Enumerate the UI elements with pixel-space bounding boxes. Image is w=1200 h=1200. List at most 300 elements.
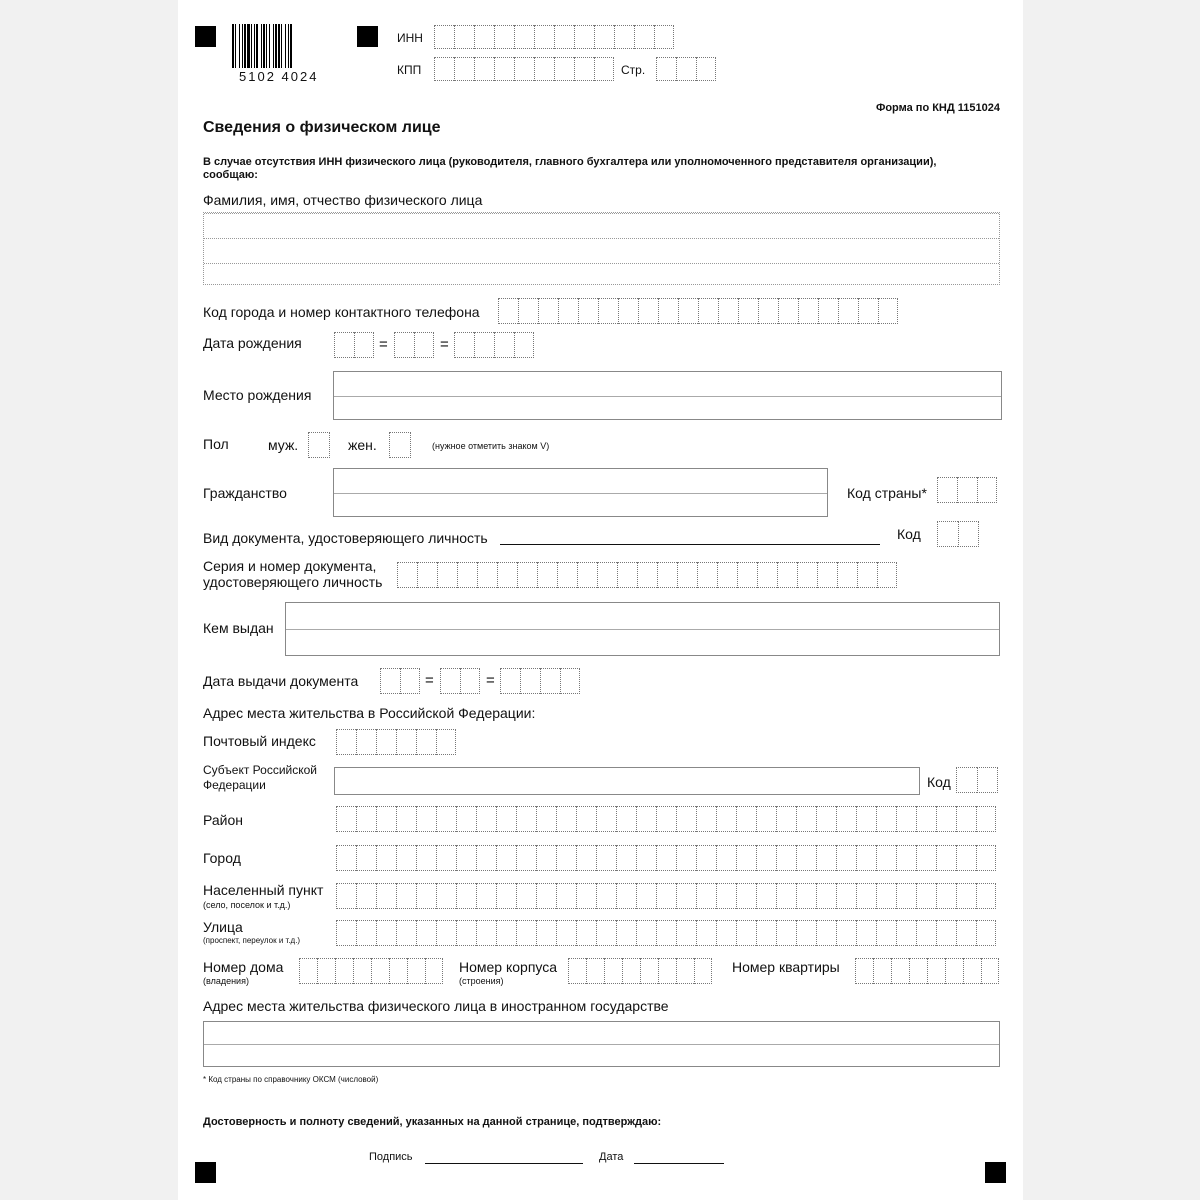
page-label: Стр. xyxy=(621,63,646,77)
char-cell[interactable] xyxy=(956,883,976,909)
char-cell[interactable] xyxy=(896,920,916,946)
char-cell[interactable] xyxy=(496,806,516,832)
char-cell[interactable] xyxy=(916,920,936,946)
char-cell[interactable] xyxy=(356,806,376,832)
char-cell[interactable] xyxy=(317,958,335,984)
char-cell[interactable] xyxy=(336,729,356,755)
char-cell[interactable] xyxy=(476,883,496,909)
foreign-address-field[interactable] xyxy=(203,1021,1000,1067)
page-title: Сведения о физическом лице xyxy=(203,119,441,136)
char-cell[interactable] xyxy=(798,298,818,324)
char-cell[interactable] xyxy=(777,562,797,588)
char-cell[interactable] xyxy=(536,883,556,909)
char-cell[interactable] xyxy=(778,298,798,324)
char-cell[interactable] xyxy=(656,845,676,871)
char-cell[interactable] xyxy=(757,562,777,588)
signature-field[interactable] xyxy=(425,1148,583,1164)
house-cells[interactable] xyxy=(299,958,443,984)
id-doc-code-cells[interactable] xyxy=(937,521,979,547)
char-cell[interactable] xyxy=(596,845,616,871)
char-cell[interactable] xyxy=(574,25,594,49)
char-cell[interactable] xyxy=(568,958,586,984)
char-cell[interactable] xyxy=(896,845,916,871)
char-cell[interactable] xyxy=(736,920,756,946)
char-cell[interactable] xyxy=(696,845,716,871)
issued-by-field[interactable] xyxy=(285,602,1000,656)
char-cell[interactable] xyxy=(456,806,476,832)
char-cell[interactable] xyxy=(776,920,796,946)
char-cell[interactable] xyxy=(658,298,678,324)
char-cell[interactable] xyxy=(514,57,534,81)
char-cell[interactable] xyxy=(476,806,496,832)
char-cell[interactable] xyxy=(936,883,956,909)
char-cell[interactable] xyxy=(694,958,712,984)
char-cell[interactable] xyxy=(818,298,838,324)
char-cell[interactable] xyxy=(436,920,456,946)
char-cell[interactable] xyxy=(436,729,456,755)
char-cell[interactable] xyxy=(334,332,354,358)
char-cell[interactable] xyxy=(676,806,696,832)
char-cell[interactable] xyxy=(336,845,356,871)
char-cell[interactable] xyxy=(856,883,876,909)
char-cell[interactable] xyxy=(416,883,436,909)
char-cell[interactable] xyxy=(354,332,374,358)
char-cell[interactable] xyxy=(737,562,757,588)
char-cell[interactable] xyxy=(856,806,876,832)
char-cell[interactable] xyxy=(716,845,736,871)
char-cell[interactable] xyxy=(855,958,873,984)
char-cell[interactable] xyxy=(876,845,896,871)
char-cell[interactable] xyxy=(676,920,696,946)
char-cell[interactable] xyxy=(554,57,574,81)
char-cell[interactable] xyxy=(540,668,560,694)
char-cell[interactable] xyxy=(896,883,916,909)
char-cell[interactable] xyxy=(658,958,676,984)
char-cell[interactable] xyxy=(554,25,574,49)
char-cell[interactable] xyxy=(517,562,537,588)
char-cell[interactable] xyxy=(622,958,640,984)
char-cell[interactable] xyxy=(454,57,474,81)
char-cell[interactable] xyxy=(945,958,963,984)
date-separator: = xyxy=(486,672,495,689)
char-cell[interactable] xyxy=(937,521,958,547)
char-cell[interactable] xyxy=(876,806,896,832)
char-cell[interactable] xyxy=(336,920,356,946)
char-cell[interactable] xyxy=(594,25,614,49)
char-cell[interactable] xyxy=(956,920,976,946)
char-cell[interactable] xyxy=(396,729,416,755)
char-cell[interactable] xyxy=(976,883,996,909)
char-cell[interactable] xyxy=(407,958,425,984)
char-cell[interactable] xyxy=(434,57,454,81)
char-cell[interactable] xyxy=(896,806,916,832)
char-cell[interactable] xyxy=(400,668,420,694)
char-cell[interactable] xyxy=(389,958,407,984)
char-cell[interactable] xyxy=(596,806,616,832)
char-cell[interactable] xyxy=(816,883,836,909)
char-cell[interactable] xyxy=(416,845,436,871)
char-cell[interactable] xyxy=(356,729,376,755)
char-cell[interactable] xyxy=(618,298,638,324)
char-cell[interactable] xyxy=(497,562,517,588)
char-cell[interactable] xyxy=(440,668,460,694)
char-cell[interactable] xyxy=(520,668,540,694)
issue-month-cells[interactable] xyxy=(440,668,480,694)
char-cell[interactable] xyxy=(676,845,696,871)
char-cell[interactable] xyxy=(578,298,598,324)
char-cell[interactable] xyxy=(356,920,376,946)
char-cell[interactable] xyxy=(640,958,658,984)
char-cell[interactable] xyxy=(476,845,496,871)
char-cell[interactable] xyxy=(516,845,536,871)
char-cell[interactable] xyxy=(604,958,622,984)
birth-month-cells[interactable] xyxy=(394,332,434,358)
citizenship-field[interactable] xyxy=(333,468,828,517)
char-cell[interactable] xyxy=(576,883,596,909)
char-cell[interactable] xyxy=(494,332,514,358)
char-cell[interactable] xyxy=(956,767,977,793)
char-cell[interactable] xyxy=(434,25,454,49)
char-cell[interactable] xyxy=(927,958,945,984)
char-cell[interactable] xyxy=(677,562,697,588)
char-cell[interactable] xyxy=(836,845,856,871)
char-cell[interactable] xyxy=(678,298,698,324)
postal-code-label: Почтовый индекс xyxy=(203,733,316,749)
char-cell[interactable] xyxy=(776,845,796,871)
char-cell[interactable] xyxy=(698,298,718,324)
char-cell[interactable] xyxy=(586,958,604,984)
char-cell[interactable] xyxy=(376,729,396,755)
char-cell[interactable] xyxy=(594,57,614,81)
char-cell[interactable] xyxy=(397,562,417,588)
date-field[interactable] xyxy=(634,1148,724,1164)
char-cell[interactable] xyxy=(436,806,456,832)
char-cell[interactable] xyxy=(336,806,356,832)
char-cell[interactable] xyxy=(676,57,696,81)
char-cell[interactable] xyxy=(936,845,956,871)
char-cell[interactable] xyxy=(416,806,436,832)
char-cell[interactable] xyxy=(596,920,616,946)
female-checkbox[interactable] xyxy=(389,432,411,458)
char-cell[interactable] xyxy=(816,845,836,871)
char-cell[interactable] xyxy=(976,806,996,832)
char-cell[interactable] xyxy=(634,25,654,49)
char-cell[interactable] xyxy=(736,883,756,909)
char-cell[interactable] xyxy=(556,883,576,909)
char-cell[interactable] xyxy=(796,883,816,909)
char-cell[interactable] xyxy=(557,562,577,588)
char-cell[interactable] xyxy=(857,562,877,588)
char-cell[interactable] xyxy=(536,806,556,832)
char-cell[interactable] xyxy=(697,562,717,588)
char-cell[interactable] xyxy=(538,298,558,324)
char-cell[interactable] xyxy=(676,958,694,984)
char-cell[interactable] xyxy=(396,920,416,946)
id-doc-number-label xyxy=(203,558,382,590)
char-cell[interactable] xyxy=(474,332,494,358)
char-cell[interactable] xyxy=(716,920,736,946)
birth-day-cells[interactable] xyxy=(334,332,374,358)
char-cell[interactable] xyxy=(877,562,897,588)
char-cell[interactable] xyxy=(958,521,979,547)
birth-place-field[interactable] xyxy=(333,371,1002,420)
char-cell[interactable] xyxy=(389,432,411,458)
postal-code-cells[interactable] xyxy=(336,729,456,755)
foreign-address-heading: Адрес места жительства физического лица в иностранном государстве xyxy=(203,998,669,1014)
char-cell[interactable] xyxy=(576,845,596,871)
subject-code-cells[interactable] xyxy=(956,767,998,793)
char-cell[interactable] xyxy=(516,920,536,946)
char-cell[interactable] xyxy=(556,845,576,871)
char-cell[interactable] xyxy=(836,920,856,946)
char-cell[interactable] xyxy=(614,25,634,49)
full-name-field[interactable] xyxy=(203,212,1000,285)
char-cell[interactable] xyxy=(494,57,514,81)
city-cells[interactable] xyxy=(336,845,996,871)
char-cell[interactable] xyxy=(657,562,677,588)
char-cell[interactable] xyxy=(576,920,596,946)
char-cell[interactable] xyxy=(514,25,534,49)
char-cell[interactable] xyxy=(534,25,554,49)
char-cell[interactable] xyxy=(876,883,896,909)
char-cell[interactable] xyxy=(656,57,676,81)
kpp-cells[interactable] xyxy=(434,57,614,81)
char-cell[interactable] xyxy=(656,920,676,946)
intro-text: В случае отсутствия ИНН физического лица (руководителя, главного бухгалтера или уполномоченного представителя организации), сообщаю: xyxy=(203,156,937,181)
char-cell[interactable] xyxy=(654,25,674,49)
char-cell[interactable] xyxy=(696,806,716,832)
char-cell[interactable] xyxy=(637,562,657,588)
char-cell[interactable] xyxy=(336,883,356,909)
char-cell[interactable] xyxy=(560,668,580,694)
char-cell[interactable] xyxy=(308,432,330,458)
char-cell[interactable] xyxy=(380,668,400,694)
char-cell[interactable] xyxy=(817,562,837,588)
char-cell[interactable] xyxy=(937,477,957,503)
char-cell[interactable] xyxy=(534,57,554,81)
char-cell[interactable] xyxy=(376,845,396,871)
char-cell[interactable] xyxy=(454,332,474,358)
char-cell[interactable] xyxy=(696,57,716,81)
issue-date-label: Дата выдачи документа xyxy=(203,673,359,689)
char-cell[interactable] xyxy=(416,729,436,755)
char-cell[interactable] xyxy=(598,298,618,324)
char-cell[interactable] xyxy=(891,958,909,984)
char-cell[interactable] xyxy=(856,920,876,946)
char-cell[interactable] xyxy=(796,806,816,832)
char-cell[interactable] xyxy=(796,920,816,946)
char-cell[interactable] xyxy=(476,920,496,946)
char-cell[interactable] xyxy=(718,298,738,324)
char-cell[interactable] xyxy=(574,57,594,81)
char-cell[interactable] xyxy=(858,298,878,324)
char-cell[interactable] xyxy=(756,845,776,871)
char-cell[interactable] xyxy=(558,298,578,324)
apartment-label: Номер квартиры xyxy=(732,959,840,975)
char-cell[interactable] xyxy=(717,562,737,588)
district-label: Район xyxy=(203,812,243,828)
char-cell[interactable] xyxy=(616,920,636,946)
char-cell[interactable] xyxy=(516,806,536,832)
char-cell[interactable] xyxy=(537,562,557,588)
char-cell[interactable] xyxy=(836,806,856,832)
char-cell[interactable] xyxy=(496,883,516,909)
char-cell[interactable] xyxy=(396,845,416,871)
char-cell[interactable] xyxy=(636,806,656,832)
char-cell[interactable] xyxy=(356,845,376,871)
char-cell[interactable] xyxy=(636,920,656,946)
char-cell[interactable] xyxy=(916,845,936,871)
char-cell[interactable] xyxy=(556,806,576,832)
char-cell[interactable] xyxy=(981,958,999,984)
char-cell[interactable] xyxy=(837,562,857,588)
street-cells[interactable] xyxy=(336,920,996,946)
char-cell[interactable] xyxy=(456,920,476,946)
char-cell[interactable] xyxy=(758,298,778,324)
char-cell[interactable] xyxy=(396,883,416,909)
char-cell[interactable] xyxy=(454,25,474,49)
char-cell[interactable] xyxy=(514,332,534,358)
char-cell[interactable] xyxy=(736,806,756,832)
char-cell[interactable] xyxy=(536,845,556,871)
inn-cells[interactable] xyxy=(434,25,674,49)
char-cell[interactable] xyxy=(335,958,353,984)
country-code-cells[interactable] xyxy=(937,477,997,503)
char-cell[interactable] xyxy=(816,920,836,946)
char-cell[interactable] xyxy=(437,562,457,588)
char-cell[interactable] xyxy=(656,806,676,832)
char-cell[interactable] xyxy=(776,883,796,909)
char-cell[interactable] xyxy=(414,332,434,358)
char-cell[interactable] xyxy=(556,920,576,946)
char-cell[interactable] xyxy=(838,298,858,324)
char-cell[interactable] xyxy=(909,958,927,984)
char-cell[interactable] xyxy=(353,958,371,984)
char-cell[interactable] xyxy=(977,477,997,503)
char-cell[interactable] xyxy=(416,920,436,946)
char-cell[interactable] xyxy=(496,920,516,946)
char-cell[interactable] xyxy=(436,845,456,871)
char-cell[interactable] xyxy=(736,845,756,871)
char-cell[interactable] xyxy=(456,883,476,909)
char-cell[interactable] xyxy=(976,845,996,871)
char-cell[interactable] xyxy=(460,668,480,694)
char-cell[interactable] xyxy=(636,845,656,871)
char-cell[interactable] xyxy=(976,920,996,946)
char-cell[interactable] xyxy=(474,57,494,81)
char-cell[interactable] xyxy=(856,845,876,871)
char-cell[interactable] xyxy=(417,562,437,588)
country-code-label: Код страны* xyxy=(847,485,927,501)
char-cell[interactable] xyxy=(836,883,856,909)
char-cell[interactable] xyxy=(797,562,817,588)
char-cell[interactable] xyxy=(676,883,696,909)
apartment-cells[interactable] xyxy=(855,958,999,984)
char-cell[interactable] xyxy=(498,298,518,324)
char-cell[interactable] xyxy=(394,332,414,358)
char-cell[interactable] xyxy=(756,920,776,946)
char-cell[interactable] xyxy=(396,806,416,832)
char-cell[interactable] xyxy=(957,477,977,503)
char-cell[interactable] xyxy=(963,958,981,984)
char-cell[interactable] xyxy=(496,845,516,871)
page-cells[interactable] xyxy=(656,57,716,81)
char-cell[interactable] xyxy=(456,845,476,871)
char-cell[interactable] xyxy=(376,920,396,946)
char-cell[interactable] xyxy=(756,883,776,909)
char-cell[interactable] xyxy=(756,806,776,832)
char-cell[interactable] xyxy=(916,883,936,909)
char-cell[interactable] xyxy=(977,767,998,793)
char-cell[interactable] xyxy=(936,920,956,946)
char-cell[interactable] xyxy=(956,845,976,871)
char-cell[interactable] xyxy=(597,562,617,588)
char-cell[interactable] xyxy=(516,883,536,909)
char-cell[interactable] xyxy=(636,883,656,909)
char-cell[interactable] xyxy=(873,958,891,984)
char-cell[interactable] xyxy=(494,25,514,49)
char-cell[interactable] xyxy=(500,668,520,694)
char-cell[interactable] xyxy=(617,562,637,588)
char-cell[interactable] xyxy=(716,883,736,909)
char-cell[interactable] xyxy=(876,920,896,946)
char-cell[interactable] xyxy=(776,806,796,832)
char-cell[interactable] xyxy=(356,883,376,909)
char-cell[interactable] xyxy=(577,562,597,588)
char-cell[interactable] xyxy=(616,806,636,832)
char-cell[interactable] xyxy=(616,845,636,871)
char-cell[interactable] xyxy=(956,806,976,832)
char-cell[interactable] xyxy=(376,883,396,909)
building-cells[interactable] xyxy=(568,958,712,984)
char-cell[interactable] xyxy=(425,958,443,984)
male-checkbox[interactable] xyxy=(308,432,330,458)
char-cell[interactable] xyxy=(696,920,716,946)
char-cell[interactable] xyxy=(436,883,456,909)
char-cell[interactable] xyxy=(796,845,816,871)
issue-year-cells[interactable] xyxy=(500,668,580,694)
locality-cells[interactable] xyxy=(336,883,996,909)
issue-day-cells[interactable] xyxy=(380,668,420,694)
birth-year-cells[interactable] xyxy=(454,332,534,358)
char-cell[interactable] xyxy=(536,920,556,946)
district-cells[interactable] xyxy=(336,806,996,832)
char-cell[interactable] xyxy=(916,806,936,832)
phone-cells[interactable] xyxy=(498,298,898,324)
char-cell[interactable] xyxy=(656,883,676,909)
char-cell[interactable] xyxy=(457,562,477,588)
char-cell[interactable] xyxy=(299,958,317,984)
char-cell[interactable] xyxy=(474,25,494,49)
id-doc-number-cells[interactable] xyxy=(397,562,897,588)
char-cell[interactable] xyxy=(576,806,596,832)
char-cell[interactable] xyxy=(716,806,736,832)
id-doc-type-field[interactable] xyxy=(500,527,880,545)
char-cell[interactable] xyxy=(696,883,716,909)
char-cell[interactable] xyxy=(596,883,616,909)
char-cell[interactable] xyxy=(477,562,497,588)
char-cell[interactable] xyxy=(638,298,658,324)
char-cell[interactable] xyxy=(738,298,758,324)
char-cell[interactable] xyxy=(936,806,956,832)
char-cell[interactable] xyxy=(376,806,396,832)
char-cell[interactable] xyxy=(518,298,538,324)
char-cell[interactable] xyxy=(816,806,836,832)
subject-field[interactable] xyxy=(334,767,920,795)
char-cell[interactable] xyxy=(371,958,389,984)
char-cell[interactable] xyxy=(616,883,636,909)
char-cell[interactable] xyxy=(878,298,898,324)
